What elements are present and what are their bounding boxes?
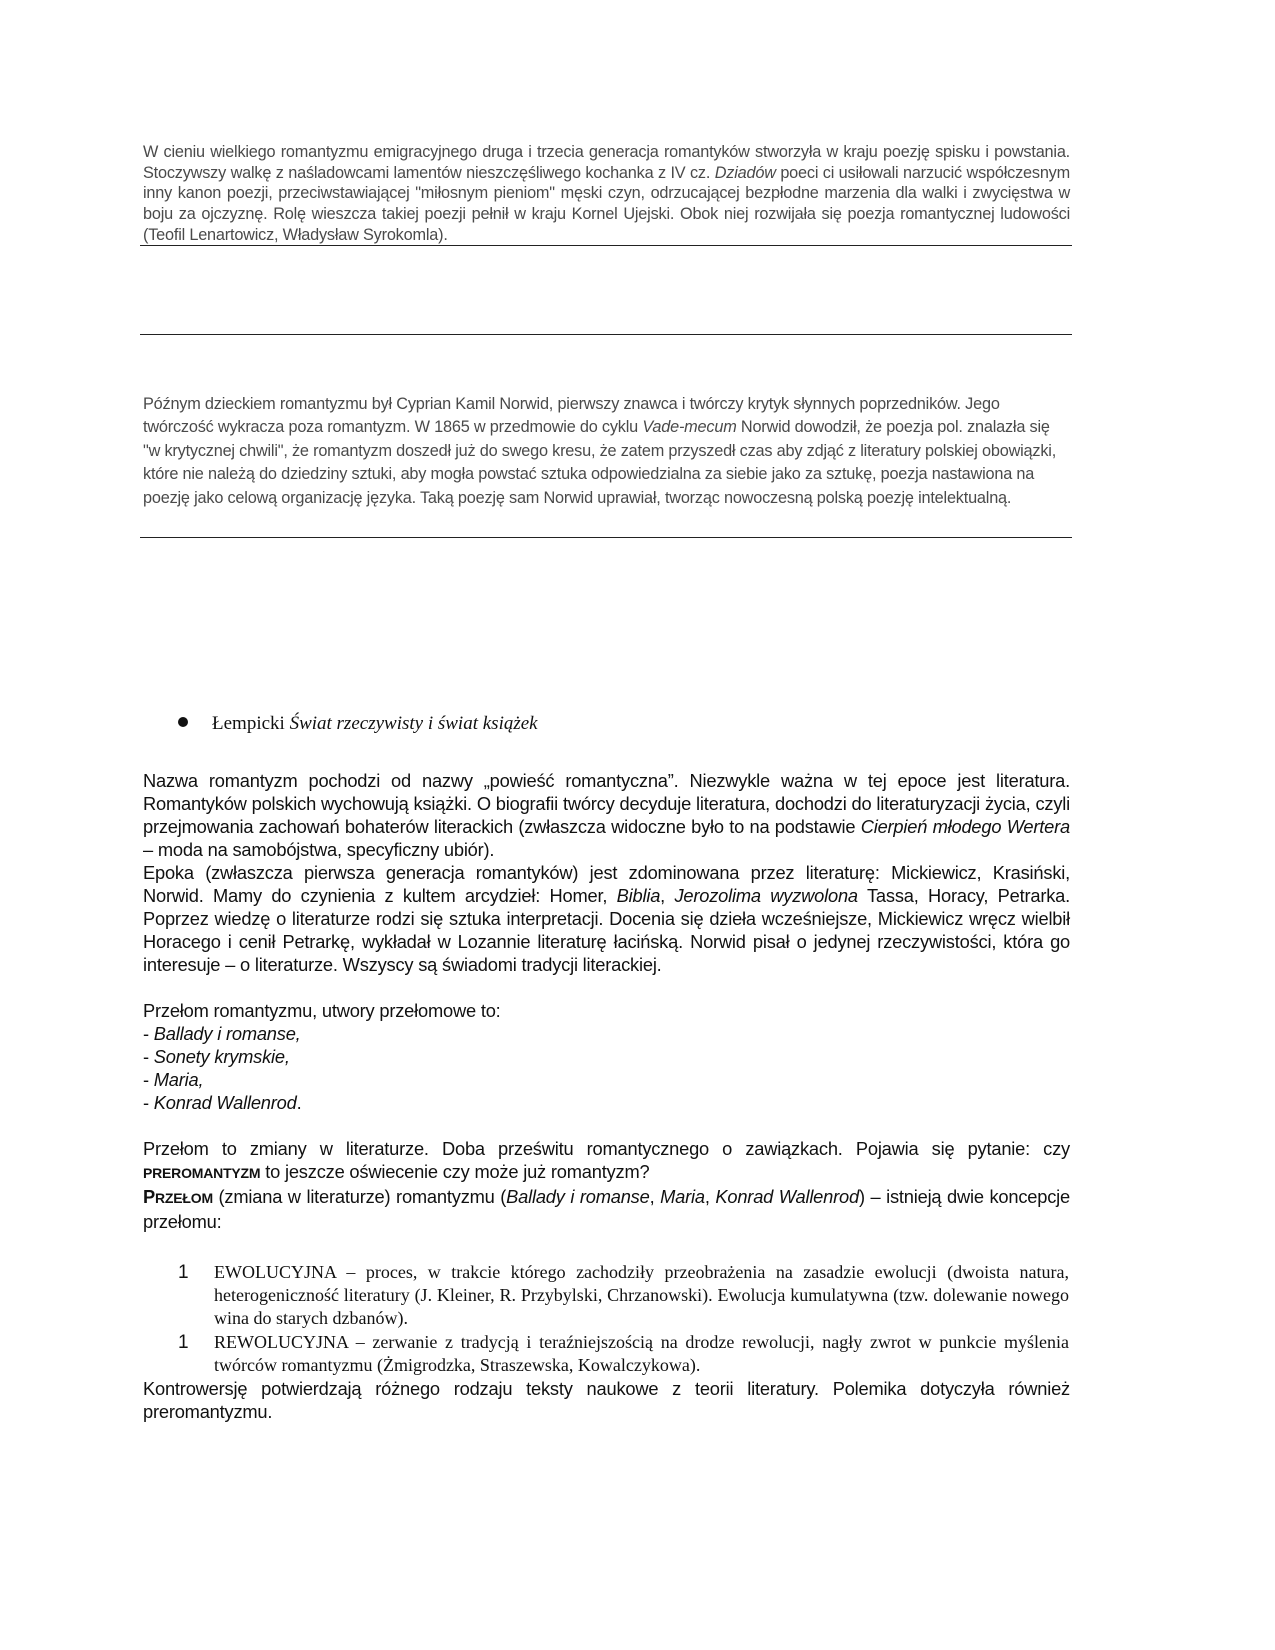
divider <box>140 245 1072 246</box>
paragraph-przelom <box>143 1185 1070 1233</box>
text-run: - <box>143 1023 154 1044</box>
list-item <box>143 1045 1070 1068</box>
text-run: Tassa, Horacy, Petrarka. Poprzez wiedzę o literaturze rodzi się sztuka interpretacji. Docenia się dzieła wcześniejsze, Mickiewicz wręcz wielbił Horacego i cenił Petrarkę, wykładał w Lozannie literaturę łacińską. Norwid pisał o jedynej rzeczywistości, która go interesuje – o literaturze. Wszyscy są świadomi tradycji literackiej. <box>143 885 1071 975</box>
list-number: 1 <box>178 1332 189 1353</box>
text-run: - <box>143 1046 154 1067</box>
text-run: Norwid dowodził, że poezja pol. znalazła się "w krytycznej chwili", że romantyzm doszedł już do swego kresu, że zatem przyszedł czas aby zdjąć z literatury polskiej obowiązki, które nie należą do dziedziny sztuki, aby mogła powstać sztuka odpowiedzialna za siebie jako za sztukę, poezja nastawiona na poezję jako celową organizację języka. Taką poezję sam Norwid uprawiał, tworząc nowoczesną polską poezję intelektualną. <box>143 418 1057 507</box>
text-run: – moda na samobójstwa, specyficzny ubiór). <box>143 839 495 860</box>
text-run: - <box>143 1069 154 1090</box>
text-run: poeci ci usiłowali narzucić współczesnym inny kanon poezji, przeciwstawiającej "miłosnym pieniom" męski czyn, odrzucającej bezpłodne marzenia dla walki i zwycięstwa w boju za ojczyznę. Rolę wieszcza takiej poezji pełnił w kraju Kornel Ujejski. Obok niej rozwijała się poezja romantycznej ludowości (Teofil Lenartowicz, Władysław Syrokomla). <box>143 163 1070 244</box>
italic-text: Konrad Wallenrod <box>153 1092 297 1113</box>
text-run: P <box>143 1186 155 1207</box>
text-run: , <box>649 1186 661 1207</box>
list-item <box>143 1022 1070 1045</box>
text-run: - <box>143 1092 154 1113</box>
paragraph-norwid <box>143 393 1070 510</box>
text-run: to jeszcze oświecenie czy może już romantyzm? <box>260 1161 650 1182</box>
text-run: ) – istnieją dwie koncepcje przełomu: <box>143 1186 1071 1232</box>
italic-text: Ballady i romanse, <box>153 1023 301 1044</box>
italic-text: Maria, <box>153 1069 204 1090</box>
bullet-item <box>178 713 538 735</box>
italic-text: Dziadów <box>714 163 776 182</box>
text-run: Nazwa romantyzm pochodzi od nazwy „powieść romantyczna”. Niezwykle ważna w tej epoce jest literatura. Romantyków polskich wychowują książki. O biografii twórcy decyduje literatura, dochodzi do literaturyzacji życia, czyli przejmowania zachowań bohaterów literackich (zwłaszcza widoczne było to na podstawie <box>143 770 1070 837</box>
text-run: RZEŁOM <box>155 1190 213 1206</box>
divider <box>140 537 1072 538</box>
bullet-text <box>212 713 538 734</box>
concept-revolutionary: REWOLUCYJNA – zerwanie z tradycją i teraźniejszością na drodze rewolucji, nagły zwrot w punkcie myślenia twórców romantyzmu (Żmigrodzka, Straszewska, Kowalczykowa). <box>214 1332 1069 1375</box>
main-section <box>143 769 1070 1233</box>
paragraph-controversy: Kontrowersję potwierdzają różnego rodzaju teksty naukowe z teorii literatury. Polemika dotyczyła również preromantyzmu. <box>143 1378 1070 1422</box>
text-run: Łempicki <box>212 713 290 734</box>
list-item <box>143 1091 1070 1114</box>
divider <box>140 334 1072 335</box>
italic-text: Biblia <box>616 885 661 906</box>
italic-text: Jerozolima wyzwolona <box>674 885 858 906</box>
text-run: PREROMANTYZM <box>143 1165 261 1181</box>
works-list <box>143 1022 1070 1114</box>
italic-text: Cierpień młodego Wertera <box>860 816 1070 837</box>
bullet-icon <box>178 717 188 727</box>
text-run: Epoka (zwłaszcza pierwsza generacja romantyków) jest zdominowana przez literaturę: Mickiewicz, Krasiński, Norwid. Mamy do czynienia z kultem arcydzieł: Homer, <box>143 862 1070 906</box>
text-run: Przełom to zmiany w literaturze. Doba prześwitu romantycznego o zawiązkach. Pojawia się pytanie: czy <box>143 1138 1070 1159</box>
italic-text: Vade-mecum <box>642 418 737 437</box>
italic-text: Sonety krymskie, <box>153 1046 290 1067</box>
text-run: W cieniu wielkiego romantyzmu emigracyjnego druga i trzecia generacja romantyków stworzyła w kraju poezję spisku i powstania. Stoczywszy walkę z naśladowcami lamentów nieszczęśliwego kochanka z IV cz. <box>143 143 1070 182</box>
italic-text: Świat rzeczywisty i świat książek <box>289 713 538 734</box>
list-intro: Przełom romantyzmu, utwory przełomowe to: <box>143 1000 501 1021</box>
concept-evolutionary: EWOLUCYJNA – proces, w trakcie którego zachodziły przeobrażenia na zasadzie ewolucji (dwoista natura, heterogeniczność literatury (J. Kleiner, R. Przybylski, Chrzanowski). Ewolucja kumulatywna (tzw. dolewanie nowego wina do starych dzbanów). <box>214 1262 1069 1328</box>
text-run: , <box>704 1186 716 1207</box>
text-run: , <box>660 885 675 906</box>
text-run: Późnym dzieckiem romantyzmu był Cyprian Kamil Norwid, pierwszy znawca i twórczy krytyk słynnych poprzedników. Jego twórczość wykracza poza romantyzm. W 1865 w przedmowie do cyklu <box>143 395 1000 437</box>
text-run: . <box>296 1092 302 1113</box>
text-run: (zmiana w literaturze) romantyzmu ( <box>212 1186 507 1207</box>
italic-text: Konrad Wallenrod <box>715 1186 859 1207</box>
list-number: 1 <box>178 1262 189 1283</box>
paragraph-romanticism-name <box>143 769 1070 861</box>
italic-text: Maria <box>660 1186 705 1207</box>
list-item <box>143 1068 1070 1091</box>
paragraph-epoch <box>143 861 1070 976</box>
italic-text: Ballady i romanse <box>506 1186 650 1207</box>
paragraph-poetry-of-conspiracy <box>143 142 1070 246</box>
paragraph-breakthrough <box>143 1137 1070 1185</box>
